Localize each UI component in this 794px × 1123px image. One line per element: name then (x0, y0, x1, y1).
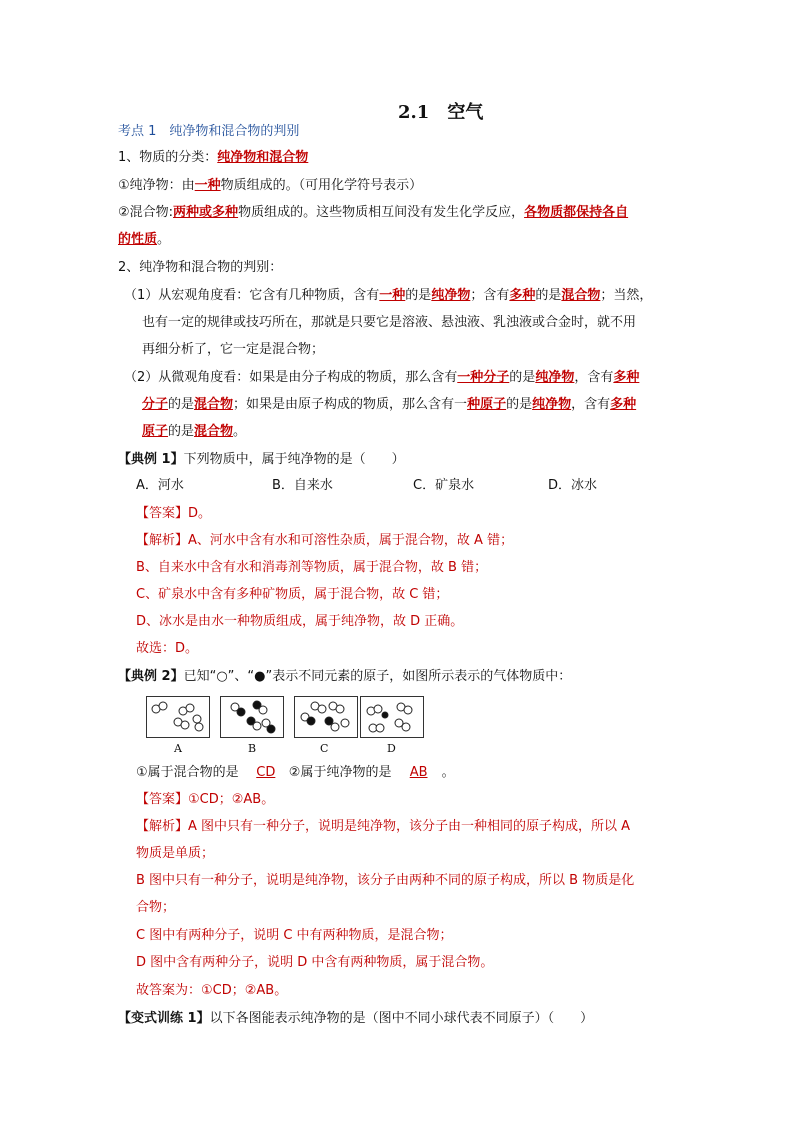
white-atom (159, 702, 167, 710)
white-atom (195, 723, 203, 731)
black-atom (267, 725, 275, 733)
black-atom (307, 717, 315, 725)
white-atom (341, 719, 349, 727)
option-a: A．河水 (136, 478, 184, 493)
white-atom (253, 722, 261, 730)
pure-definition: ①纯净物：由一种物质组成的。（可用化学符号表示） (118, 178, 423, 193)
analysis-line: B、自来水中含有水和消毒剂等物质，属于混合物，故 B 错； (136, 560, 488, 575)
analysis-line: 故答案为：①CD；②AB。 (136, 983, 288, 998)
mixture-definition: ②混合物:两种或多种物质组成的。这些物质相互间没有发生化学反应，各物质都保持各自 (118, 205, 629, 220)
white-atom (336, 705, 344, 713)
figure-d-box (360, 696, 424, 738)
example-1-analysis: 【解析】A、河水中含有水和可溶性杂质，属于混合物，故 A 错； (136, 533, 514, 548)
white-atom (374, 705, 382, 713)
white-atom (318, 705, 326, 713)
option-d: D．冰水 (548, 478, 598, 493)
page-title: 2.1 空气 (398, 102, 484, 123)
black-atom (237, 708, 245, 716)
kaodian-heading: 考点 1 纯净物和混合物的判别 (118, 124, 300, 139)
analysis-line: D 图中含有两种分子，说明 D 中含有两种物质，属于混合物。 (136, 955, 494, 970)
mixture-definition-cont: 的性质。 (118, 232, 171, 247)
analysis-line: C、矿泉水中含有多种矿物质，属于混合物，故 C 错； (136, 587, 449, 602)
example-2-analysis: 【解析】A 图中只有一种分子，说明是纯净物，该分子由一种相同的原子构成，所以 A (136, 819, 631, 834)
section-1: 1、物质的分类：纯净物和混合物 (118, 150, 309, 165)
blank-pure: AB (409, 765, 428, 780)
analysis-line: D、冰水是由水一种物质组成，属于纯净物，故 D 正确。 (136, 614, 464, 629)
analysis-line: B 图中只有一种分子，说明是纯净物，该分子由两种不同的原子构成，所以 B 物质是化 (136, 873, 635, 888)
figure-a-box (146, 696, 210, 738)
example-2-question: 【典例 2】已知“○”、“●”表示不同元素的原子，如图所示表示的气体物质中： (118, 669, 572, 684)
macro-criterion-line2: 也有一定的规律或技巧所在，那就是只要它是溶液、悬浊液、乳浊液或合金时，就不用 (142, 315, 637, 330)
analysis-line: C 图中有两种分子，说明 C 中有两种物质，是混合物； (136, 928, 453, 943)
example-1-question: 【典例 1】下列物质中，属于纯净物的是（ ） (118, 452, 405, 467)
variant-training-1: 【变式训练 1】以下各图能表示纯净物的是（图中不同小球代表不同原子）（ ） (118, 1011, 594, 1026)
option-c: C．矿泉水 (413, 478, 475, 493)
micro-criterion: （2）从微观角度看：如果是由分子构成的物质，那么含有一种分子的是纯净物，含有多种 (124, 370, 640, 385)
figure-label-c: C (320, 742, 329, 755)
black-atom (325, 717, 333, 725)
figure-b-box (220, 696, 284, 738)
white-atom (259, 706, 267, 714)
example-2-answer: 【答案】①CD；②AB。 (136, 792, 275, 807)
figure-label-d: D (387, 742, 396, 755)
white-atom (186, 704, 194, 712)
micro-criterion-line3: 原子的是混合物。 (142, 424, 247, 439)
example-1-answer: 【答案】D。 (136, 506, 212, 521)
white-atom (376, 724, 384, 732)
figure-c-box (294, 696, 358, 738)
analysis-line: 合物； (136, 900, 176, 915)
white-atom (331, 723, 339, 731)
white-atom (193, 715, 201, 723)
figure-label-a: A (174, 742, 182, 755)
analysis-line: 物质是单质； (136, 846, 215, 861)
macro-criterion-line3: 再细分析了，它一定是混合物； (142, 342, 325, 357)
black-atom (382, 712, 388, 718)
blank-mixture: CD (256, 765, 276, 780)
white-atom (181, 721, 189, 729)
white-atom (404, 706, 412, 714)
section-2: 2、纯净物和混合物的判别： (118, 260, 283, 275)
figure-label-b: B (248, 742, 257, 755)
micro-criterion-line2: 分子的是混合物；如果是由原子构成的物质，那么含有一种原子的是纯净物，含有多种 (142, 397, 637, 412)
example-2-blanks: ①属于混合物的是 CD ②属于纯净物的是 AB 。 (136, 763, 455, 783)
analysis-line: 故选：D。 (136, 641, 199, 656)
option-b: B．自来水 (272, 478, 333, 493)
white-atom (402, 723, 410, 731)
macro-criterion: （1）从宏观角度看：它含有几种物质，含有一种的是纯净物；含有多种的是混合物；当然， (124, 288, 653, 303)
